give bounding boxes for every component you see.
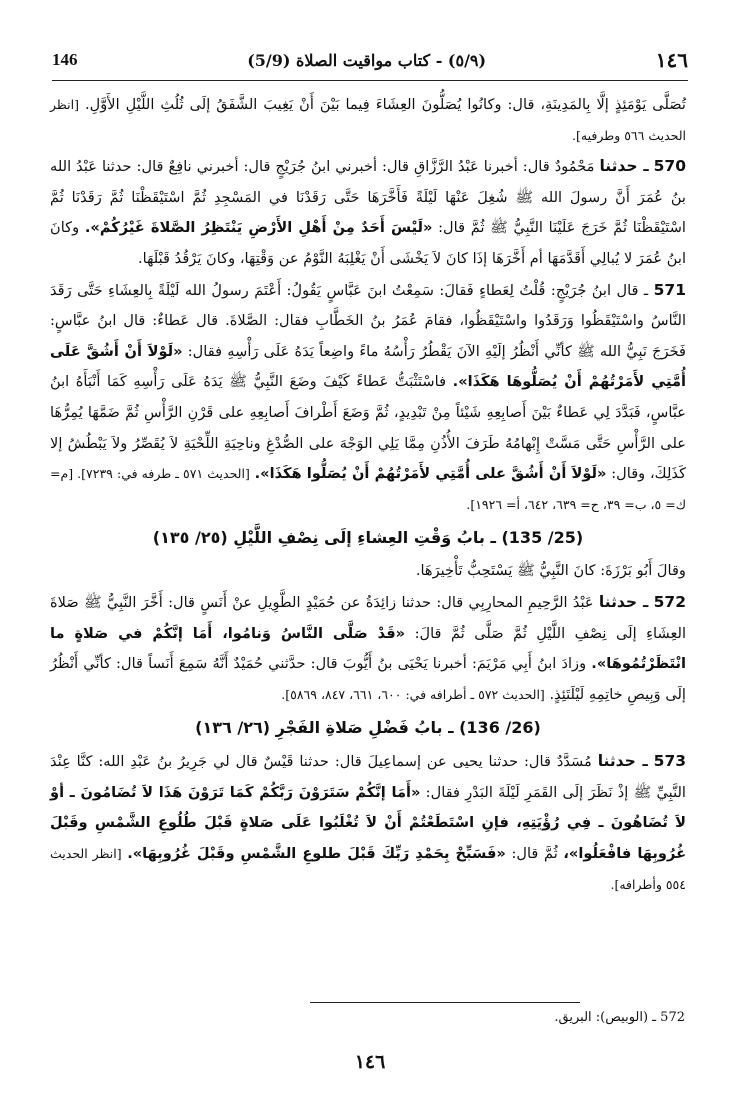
page-number-latin: 146 [52,50,78,69]
hadith-text: فاسْتَثْبَتُّ عَطاءً كَيْفَ وضَعَ النَّبِيُّ ﷺ يَدَهُ عَلَى رَأْسِهِ كَمَا أَنْبَأَهُ ابنُ عبَّاسٍ، فَبَدَّدَ لِي عَطاءٌ بَيْنَ أَصابِعِهِ شَيْئاً مِنْ تَبْدِيدٍ، ثُمَّ وَضَعَ أَطْرافَ أَصابِعِهِ على قَرْنِ الرَّأْسِ ثُمَّ ضَمَّهَا يُمِرُّهَا على الرَّأْسِ حَتَّى مَسَّتْ إِبْهامُهُ طَرَفَ الأُذُنِ مِمَّا يَلِي الوَجْهَ على الصُّدْغِ وناحِيَةِ اللِّحْيَةِ لاَ يُقَصِّرُ ولاَ يَبْطُشُ إلا كَذَلِكَ، وقال: [50,373,687,483]
paragraph-continuation [50,90,686,151]
continuation-text: تُصَلَّى يَوْمَئِذٍ إلَّا بِالمَدِينَةِ، قال: وكانُوا يُصَلُّونَ العِشَاءَ فِيما بَيْنَ أَنْ يَغِيبَ الشَّفَقُ إلَى ثُلُثِ اللَّيْلِ الأَوَّلِ. [84,96,686,113]
hadith-572 [50,587,686,710]
prophetic-quote: «لَوْلاَ أَنْ أَشُقَّ على أُمَّتِي لأَمَرْتُهُمْ أَنْ يُصَلُّوا هَكَذَا». [254,465,607,483]
cross-reference: [انظر الحديث ٥٦٦ وطرفيه]. [50,97,686,143]
hadith-text: وزادَ ابنُ أَبِي مَرْيَمَ: أخبرنا يَحْيَى بنُ أَيُّوبَ قال: حدَّثني حُمَيْدٌ أَنَّهُ سَمِعَ أَنَساً قال: كأنِّي أَنْظُرُ إلَى وَبِيصِ خاتِمِهِ لَيْلَتَئِذٍ. [50,655,686,703]
hadith-570 [50,151,686,274]
chapter-heading-135: (25/ 135) ـ بابُ وَقْتِ العِشاءِ إلَى نِصْفِ اللَّيْلِ (٢٥/ ١٣٥) [152,528,584,548]
chapter-note: وقالَ أَبُو بَرْزَةَ: كانَ النَّبِيُّ ﷺ يَسْتَحِبُّ تَأْخِيرَهَا. [415,562,686,580]
isnad-text: مَحْمُودٌ قال: أخبرنا عَبْدُ الرَّزَّاقِ قال: أخبرني ابنُ جُرَيْجٍ قال: أخبرني نافِعٌ قال: حدثنا عَبْدُ الله بنُ عُمَرَ أَنَّ رسولَ الله ﷺ شُغِلَ عَنْهَا لَيْلَةً فَأَخَّرَهَا حَتَّى رَقَدْنَا في المَسْجِدِ ثُمَّ اسْتَيْقَظْنَا ثُمَّ رَقَدْنَا ثُمَّ اسْتَيْقَظْنَا ثُمَّ خَرَجَ عَلَيْنَا النَّبِيُّ ﷺ ثُمَّ قال: [50,158,686,237]
page-header [52,46,688,74]
footnote-rule [310,1002,580,1003]
cross-reference: [انظر الحديث ٥٥٤ وأطرافه]. [50,846,686,892]
header-rule [52,80,688,81]
page-number-arabic: ١٤٦ [655,48,688,72]
hadith-571 [50,275,686,521]
hadith-text: وكانَ ابنُ عُمَرَ لا يُبالِي أَقَدَّمَهَا أم أَخَّرَهَا إذَا كانَ لاَ يَخْشَى أَنْ يَغْلِبَهُ النَّوْمُ عن وَقْتِهَا، وكانَ يَرْقُدُ قَبْلَهَا. [50,219,686,267]
prophetic-quote: «لَيْسَ أَحَدٌ مِنْ أَهْلِ الأَرْضِ يَنْتَظِرُ الصَّلاةَ غَيْرُكُمْ». [84,219,433,237]
haddathana-label: ـ حدثنا [599,157,649,176]
footer-page-number: ١٤٦ [354,1051,386,1073]
isnad-text: عَبْدُ الرَّحِيمِ المحارِبِي قال: حدثنا زائِدَةُ عن حُمَيْدٍ الطَّوِيلِ عنْ أَنَسٍ قال: أَخَّرَ النَّبِيُّ ﷺ صَلاةَ العِشَاءِ إلَى نِصْفِ اللَّيْلِ ثُمَّ صَلَّى ثُمَّ قالَ: [50,593,687,642]
quranic-quote: «فَسَبِّحْ بِحَمْدِ رَبِّكَ قَبْلَ طلوعِ الشَّمْسِ وقَبْلَ غُرُوبِهَا». [127,845,506,863]
hadith-number: 571 [653,280,686,299]
hadith-573 [50,746,686,900]
chapter-heading-136: (26/ 136) ـ بابُ فَضْلِ صَلاةِ الفَجْرِ (٢٦/ ١٣٦) [195,718,541,738]
hadith-text: ـ قال ابنُ جُرَيْجٍ: قُلْتُ لِعَطاءٍ فَقالَ: سَمِعْتُ ابنَ عَبَّاسٍ يَقُولُ: أَعْتَمَ رسولُ الله لَيْلَةً بِالعِشَاءِ حَتَّى رَقَدَ النَّاسُ واسْتَيْقَظُوا وَرَقَدُوا واسْتَيْقَظُوا، فقامَ عُمَرُ بنُ الخَطَّابِ فقال: الصَّلاةَ. قال عَطاءٌ: قال ابنُ عبَّاسٍ: فَخَرَجَ نَبِيُّ الله ﷺ كأنِّي أَنْظُرُ إلَيْهِ الآنَ يَقْطُرُ رَأْسُهُ ماءً واضِعاً يَدَهُ عَلَى رَأْسِهِ فقال: [50,281,687,360]
cross-reference: [الحديث ٥٧١ ـ طرفه في: ٧٢٣٩]. [م= ك= ٥، ب= ٣٩، ح= ٦٣٩، ٦٤٢، أ= ١٩٢٦]. [50,466,686,512]
isnad-text: مُسَدَّدٌ قال: حدثنا يحيى عن إسماعِيلَ قال: حدثنا قَيْسٌ قال لي جَرِيرُ بنُ عَبْدِ الله: كنَّا عِنْدَ النَّبِيِّ ﷺ إذْ نَظَرَ إلَى القَمَرِ لَيْلَةَ البَدْرِ فقال: [50,753,686,801]
haddathana-label: ـ حدثنا [597,752,648,771]
main-text [50,90,686,900]
hadith-number: 570 [653,157,686,176]
haddathana-label: ـ حدثنا [598,592,649,611]
hadith-number: 572 [653,592,686,611]
footnote [554,1010,685,1025]
prophetic-quote: «قَدْ صَلَّى النَّاسُ وَنامُوا، أَمَا إنَّكُمْ في صَلاةٍ ما انْتَظَرْتُمُوهَا». [50,624,687,673]
hadith-text: ثُمَّ قال: [511,845,558,863]
running-title: (٥/٩) - كتاب مواقيت الصلاة (5/9) [247,50,487,70]
footnote-number: 572 [660,1010,685,1025]
footnote-text: ـ (الوبيص): البريق. [554,1010,657,1025]
hadith-number: 573 [653,752,687,771]
cross-reference: [الحديث ٥٧٢ ـ أطرافه في: ٦٠٠، ٦٦١، ٨٤٧، ٥٨٦٩]. [281,686,545,702]
prophetic-quote: «لَوْلاَ أَنْ أَشُقَّ عَلَى أُمَّتِي لأَمَرْتُهُمْ أَنْ يُصَلُّوهَا هَكَذَا». [50,342,687,391]
prophetic-quote: «أَمَا إنَّكُمْ سَتَرَوْنَ رَبَّكُمْ كَمَا تَرَوْنَ هَذَا لاَ تُضَامُونَ ـ أوْ لاَ تُضَاهُونَ ـ فِي رُؤْيَتِهِ، فإنِ اسْتَطَعْتُمْ أَنْ لاَ تُغْلَبُوا عَلَى صَلاةٍ قَبْلَ طُلُوعِ الشَّمْسِ وقَبْلَ غُرُوبِهَا فافْعَلُوا»، [50,783,687,863]
